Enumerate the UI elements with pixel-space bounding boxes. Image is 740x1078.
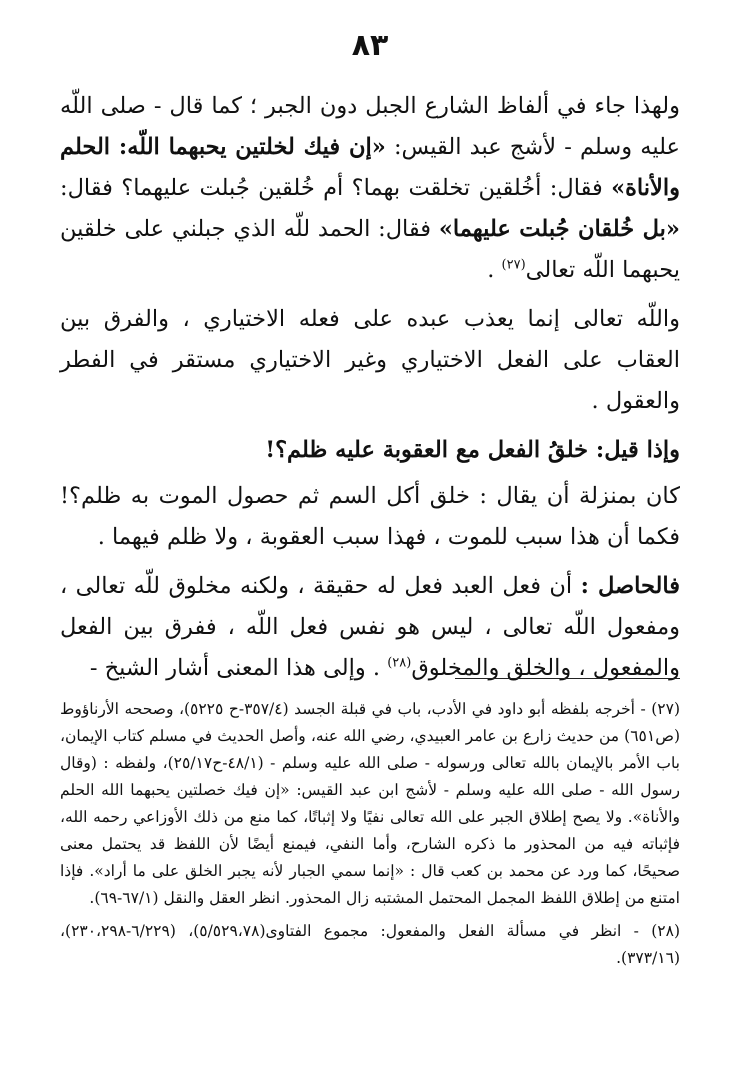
paragraph-1-text-e: فقال: الحمد للّه الذي جبلني على خلقين يحبهما اللّه تعالى (60, 216, 680, 283)
paragraph-4-text-a: أن فعل العبد فعل له حقيقة ، ولكنه مخلوق للّه تعالى ، ومفعول اللّه تعالى ، ليس هو نفس فعل اللّه ، ففرق بين الفعل والمفعول ، والخلق والمخلوق (60, 573, 680, 681)
footnote-28: (٢٨) - انظر في مسألة الفعل والمفعول: مجموع الفتاوى(٥/٥٢٩،٧٨)، (٦/٢٢٩-٢٣٠،٢٩٨)، (٣٧٣/١٦). (60, 922, 680, 967)
paragraph-4 (60, 566, 680, 689)
footnote-27: (٢٧) - أخرجه بلفظه أبو داود في الأدب، باب في قبلة الجسد (٣٥٧/٤-ح ٥٢٢٥)، وصححه الأرناؤوط (ص٦٥١) من حديث زارع بن عامر العبيدي، رضي الله عنه، وأصل الحديث في مسلم كتاب الإيمان، باب الأمر بالإيمان بالله تعالى ورسوله - صلى الله عليه وسلم - (٤٨/١-ح٢٥/١٧)، ولفظه : (وقال رسول الله - صلى الله عليه وسلم - لأشج ابن عبد القيس: «إن فيك خصلتين يحبهما الله الحلم والأناة». ولا يصح إطلاق الجبر على الله تعالى نفيًا ولا إثباتًا، كما منع من ذلك الأوزاعي رحمه الله، فإثباته فيه من المحذور ما ذكره الشارح، وأما النفي، فيمنع أيضًا لأن اللفظ قد يحتمل معنى صحيحًا، كما ورد عن محمد بن كعب قال : «إنما سمي الجبار لأنه يجبر الخلق على ما أراد». فإذا امتنع من إطلاق اللفظ المجمل المحتمل المشتبه زال المحذور. انظر العقل والنقل (٦٧/١-٦٩). (60, 700, 681, 907)
page-number: ٨٣ (351, 28, 389, 63)
footnote-ref-28[interactable]: (٢٨) (387, 655, 412, 671)
main-text (60, 86, 680, 689)
paragraph-1-text-c: فقال: أخُلقين تخلقت بهما؟ أم خُلقين جُبلت عليهما؟ فقال: (60, 175, 612, 201)
paragraph-1-text-a: ولهذا جاء في ألفاظ الشارع الجبل دون الجبر ؛ كما قال - صلى اللّه عليه وسلم - لأشج عبد القيس: (60, 93, 680, 160)
hadith-quote-1: «إن فيك لخلتين يحبهما اللّه: الحلم والأناة» (60, 134, 680, 201)
footnote-ref-27[interactable]: (٢٧) (501, 257, 526, 273)
paragraph-1-text-f: . (487, 257, 502, 283)
paragraph-2: واللّه تعالى إنما يعذب عبده على فعله الاختياري ، والفرق بين العقاب على الفعل الاختياري وغير الاختياري مستقر في الفطر والعقول . (60, 306, 680, 414)
paragraph-3: كان بمنزلة أن يقال : خلق أكل السم ثم حصول الموت به ظلم؟! فكما أن هذا سبب للموت ، فهذا سبب العقوبة ، ولا ظلم فيهما . (60, 483, 680, 550)
paragraph-1 (60, 86, 680, 291)
footnotes (60, 696, 680, 978)
hadith-quote-2: «بل خُلقان جُبلت عليهما» (438, 216, 680, 242)
conclusion-lead: فالحاصل : (580, 573, 680, 599)
section-heading: وإذا قيل: خلقُ الفعل مع العقوبة عليه ظلم؟! (265, 437, 680, 463)
paragraph-4-text-b: . وإلى هذا المعنى أشار الشيخ - (89, 655, 388, 681)
footnote-divider (455, 678, 680, 679)
